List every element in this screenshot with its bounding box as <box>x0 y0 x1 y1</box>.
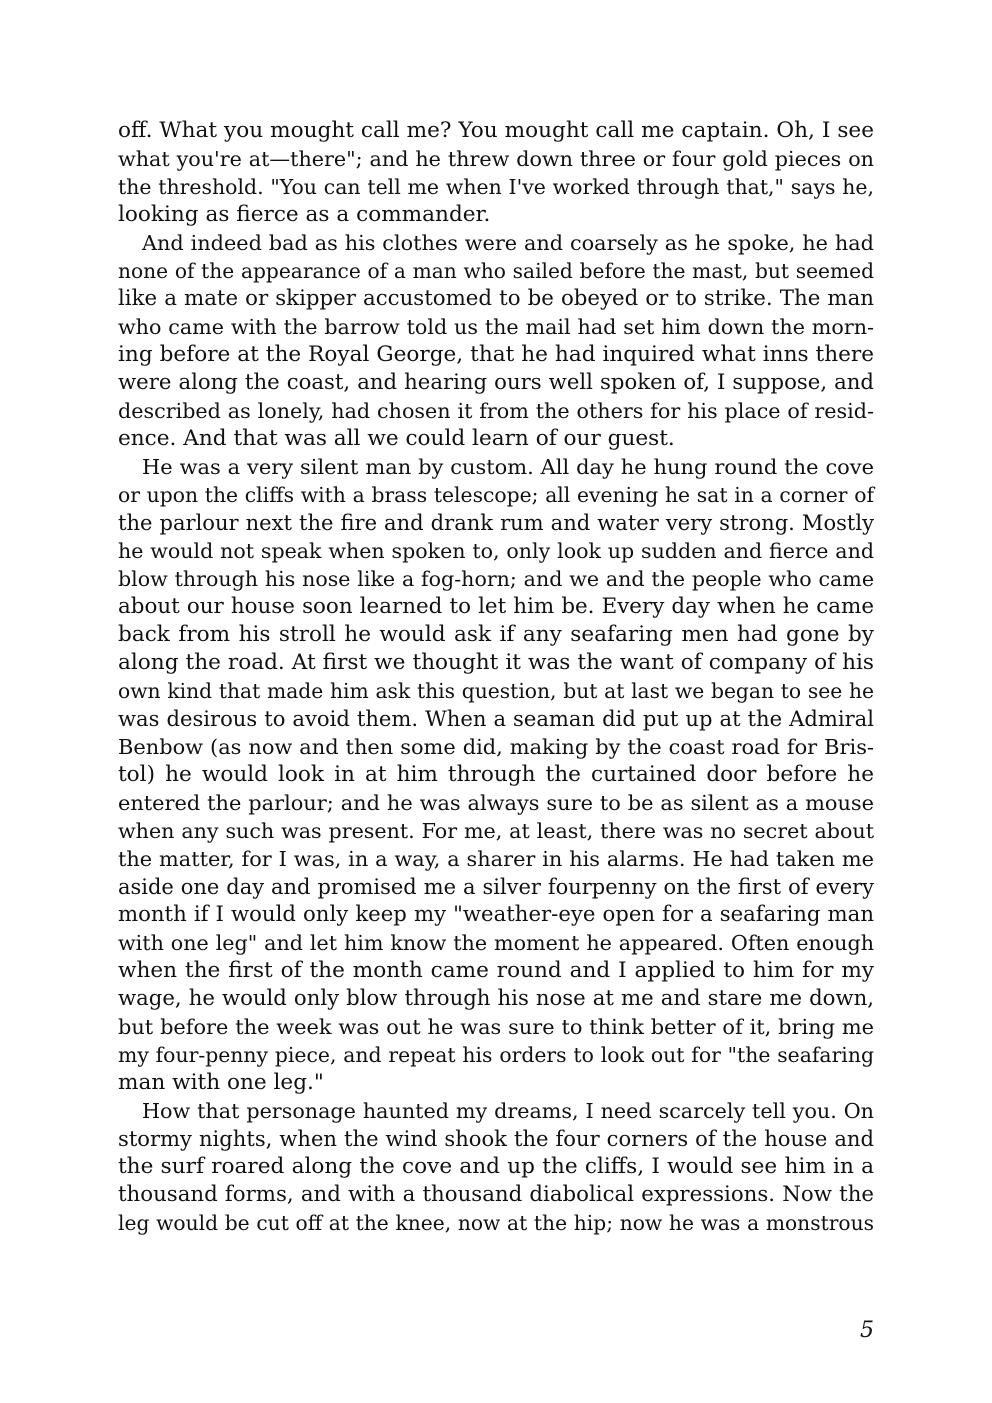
text-line: own kind that made him ask this question, but at last we began to see he <box>118 679 874 703</box>
text-line: Benbow (as now and then some did, making by the coast road for Bris- <box>118 735 874 759</box>
text-line: my four-penny piece, and repeat his orders to look out for "the seafaring <box>118 1043 874 1067</box>
text-line: the matter, for I was, in a way, a sharer in his alarms. He had taken me <box>118 847 874 871</box>
text-line: or upon the cliffs with a brass telescope; all evening he sat in a corner of <box>118 483 874 507</box>
text-line: but before the week was out he was sure to think better of it, bring me <box>118 1015 874 1039</box>
text-line: the parlour next the fire and drank rum and water very strong. Mostly <box>118 510 874 535</box>
text-line: with one leg" and let him know the moment he appeared. Often enough <box>118 931 874 955</box>
text-line: like a mate or skipper accustomed to be obeyed or to strike. The man <box>118 286 874 311</box>
text-line: And indeed bad as his clothes were and coarsely as he spoke, he had <box>142 231 874 255</box>
text-line: he would not speak when spoken to, only look up sudden and fierce and <box>118 539 874 563</box>
text-line: blow through his nose like a fog-horn; and we and the people who came <box>118 567 874 591</box>
text-line: man with one leg." <box>118 1070 324 1095</box>
text-line: were along the coast, and hearing ours well spoken of, I suppose, and <box>118 370 874 395</box>
text-line: when the first of the month came round and I applied to him for my <box>118 958 874 983</box>
text-line: the threshold. "You can tell me when I've worked through that," says he, <box>118 175 874 199</box>
text-line: stormy nights, when the wind shook the four corners of the house and <box>118 1126 874 1151</box>
text-line: off. What you mought call me? You mought call me captain. Oh, I see <box>118 118 874 143</box>
text-line: when any such was present. For me, at least, there was no secret about <box>118 819 874 843</box>
text-line: entered the parlour; and he was always sure to be as silent as a mouse <box>118 791 874 815</box>
text-line: thousand forms, and with a thousand diabolical expressions. Now the <box>118 1182 874 1207</box>
text-line: who came with the barrow told us the mail had set him down the morn- <box>118 315 874 339</box>
text-line: He was a very silent man by custom. All day he hung round the cove <box>142 455 874 479</box>
text-line: looking as fierce as a commander. <box>118 202 491 227</box>
text-line: back from his stroll he would ask if any seafaring men had gone by <box>118 622 874 647</box>
text-line: month if I would only keep my "weather-eye open for a seafaring man <box>118 902 874 927</box>
page-number: 5 <box>860 1318 874 1343</box>
paragraph <box>118 117 874 229</box>
text-line: ence. And that was all we could learn of our guest. <box>118 426 675 451</box>
text-line: about our house soon learned to let him be. Every day when he came <box>118 594 874 619</box>
text-line: what you're at—there"; and he threw down three or four gold pieces on <box>118 147 874 171</box>
text-line: along the road. At first we thought it was the want of company of his <box>118 650 874 675</box>
body-text <box>118 117 874 1237</box>
text-line: none of the appearance of a man who sailed before the mast, but seemed <box>118 259 874 283</box>
text-line: the surf roared along the cove and up the cliffs, I would see him in a <box>118 1154 874 1179</box>
text-line: How that personage haunted my dreams, I need scarcely tell you. On <box>142 1099 874 1123</box>
text-line: leg would be cut off at the knee, now at the hip; now he was a monstrous <box>118 1211 874 1235</box>
paragraph <box>118 453 874 1097</box>
text-line: ing before at the Royal George, that he had inquired what inns there <box>118 342 874 367</box>
text-line: wage, he would only blow through his nose at me and stare me down, <box>118 986 874 1011</box>
text-line: described as lonely, had chosen it from the others for his place of resid- <box>118 399 874 423</box>
paragraph <box>118 1097 874 1237</box>
text-line: tol) he would look in at him through the curtained door before he <box>118 762 874 787</box>
text-line: was desirous to avoid them. When a seaman did put up at the Admiral <box>118 706 874 731</box>
text-line: aside one day and promised me a silver fourpenny on the first of every <box>118 875 874 899</box>
paragraph <box>118 229 874 453</box>
